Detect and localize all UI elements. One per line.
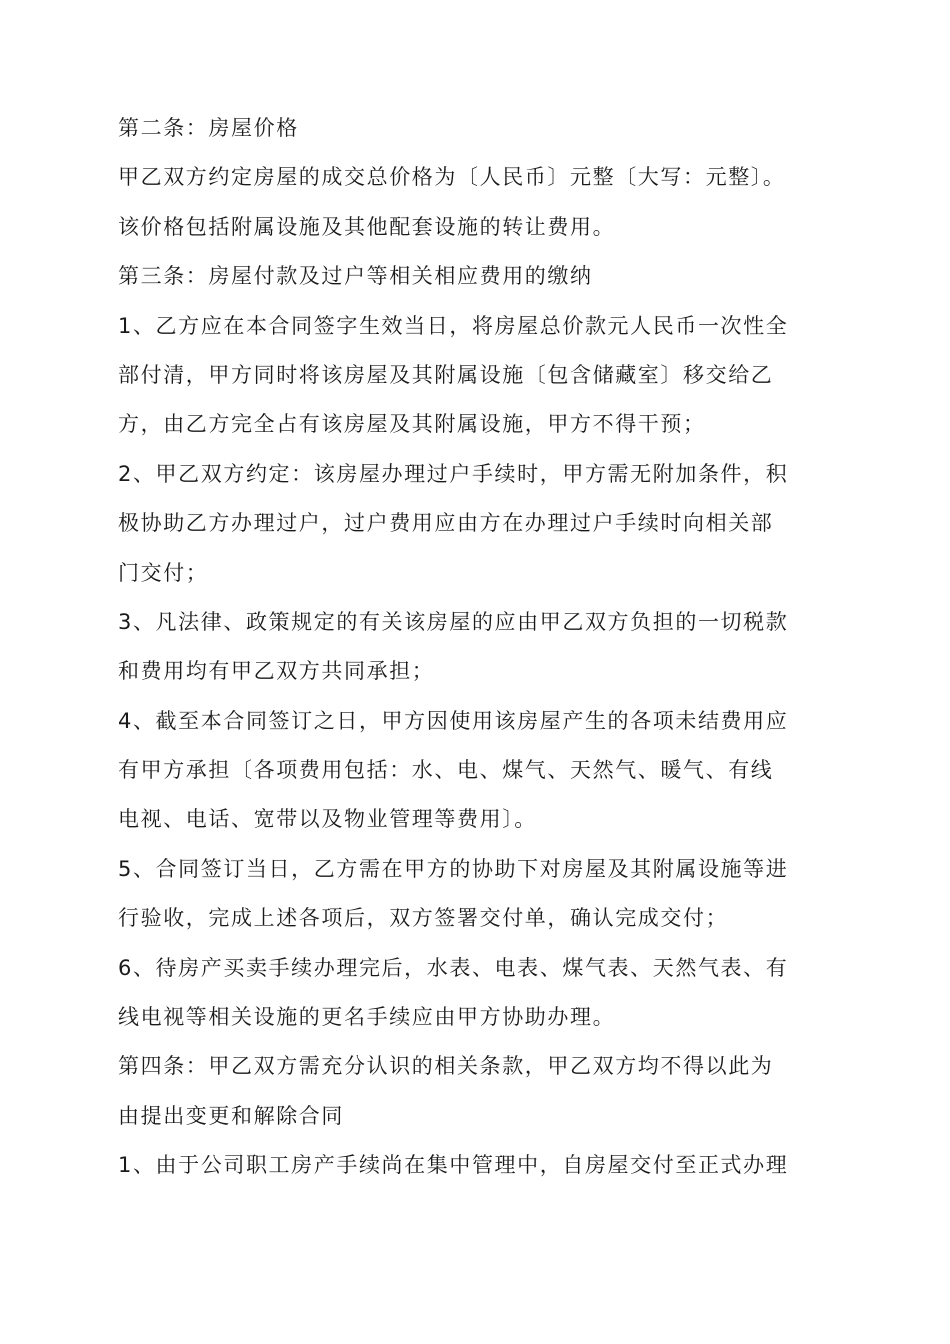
paragraph-line: 3、凡法律、政策规定的有关该房屋的应由甲乙双方负担的一切税款 [118, 609, 789, 634]
clause-heading: 第二条：房屋价格 [118, 116, 299, 140]
paragraph-line: 由提出变更和解除合同 [118, 1103, 344, 1128]
paragraph-line: 有甲方承担〔各项费用包括：水、电、煤气、天然气、暖气、有线 [118, 758, 774, 783]
paragraph-line: 方，由乙方完全占有该房屋及其附属设施，甲方不得干预； [118, 412, 706, 437]
paragraph-line: 行验收，完成上述各项后，双方签署交付单，确认完成交付； [118, 906, 729, 931]
paragraph-line: 部付清，甲方同时将该房屋及其附属设施〔包含储藏室〕移交给乙 [118, 362, 774, 387]
paragraph-line: 1、乙方应在本合同签字生效当日，将房屋总价款元人民币一次性全 [118, 313, 789, 338]
paragraph-line: 电视、电话、宽带以及物业管理等费用〕。 [118, 807, 537, 832]
paragraph-line: 2、甲乙双方约定：该房屋办理过户手续时，甲方需无附加条件，积 [118, 461, 789, 486]
paragraph-line: 该价格包括附属设施及其他配套设施的转让费用。 [118, 214, 616, 239]
paragraph-line: 甲乙双方约定房屋的成交总价格为〔人民币〕元整〔大写：元整〕。 [118, 165, 786, 190]
clause-heading: 第三条：房屋付款及过户等相关相应费用的缴纳 [118, 264, 593, 289]
document-body [118, 104, 838, 1191]
paragraph-line: 1、由于公司职工房产手续尚在集中管理中，自房屋交付至正式办理 [118, 1153, 789, 1178]
clause-heading: 第四条：甲乙双方需充分认识的相关条款，甲乙双方均不得以此为 [118, 1054, 774, 1079]
paragraph-line: 5、合同签订当日，乙方需在甲方的协助下对房屋及其附属设施等进 [118, 856, 789, 881]
paragraph-line: 和费用均有甲乙双方共同承担； [118, 659, 435, 684]
paragraph-line: 6、待房产买卖手续办理完后，水表、电表、煤气表、天然气表、有 [118, 955, 789, 980]
paragraph-line: 极协助乙方办理过户，过户费用应由方在办理过户手续时向相关部 [118, 511, 774, 536]
paragraph-line: 线电视等相关设施的更名手续应由甲方协助办理。 [118, 1005, 616, 1030]
paragraph-line: 门交付； [118, 560, 209, 585]
paragraph-line: 4、截至本合同签订之日，甲方因使用该房屋产生的各项未结费用应 [118, 708, 789, 733]
